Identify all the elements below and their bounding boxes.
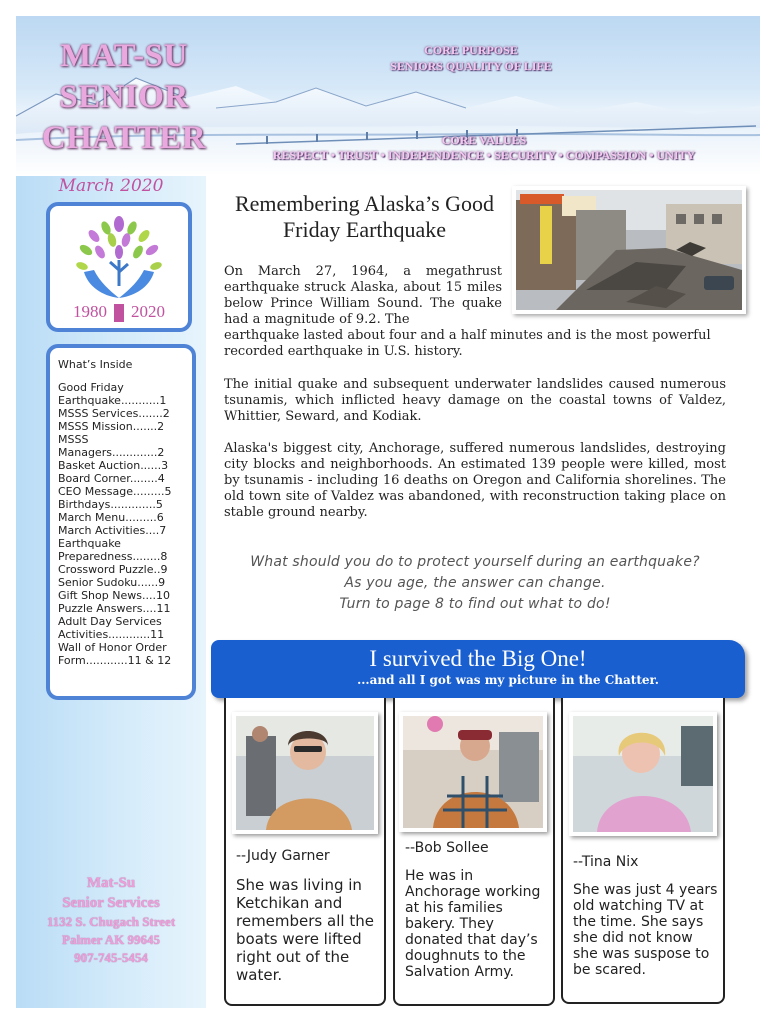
- person-story: She was just 4 years old watching TV at the time. She says she did not know she was suspose to be scared.: [573, 882, 718, 978]
- preparedness-callout: [212, 552, 738, 615]
- year-divider: [114, 304, 124, 322]
- toc-item: Wall of Honor Order Form............11 & 12: [58, 641, 172, 667]
- article-paragraph: The initial quake and subsequent underwater landslides caused numerous tsunamis, which inflicted heavy damage on the coastal towns of Valdez, Whittier, Seward, and Kodiak.: [224, 377, 726, 424]
- person-card: [561, 698, 725, 1004]
- earthquake-photo: [512, 186, 746, 314]
- article-paragraph: On March 27, 1964, a megathrust earthquake struck Alaska, about 15 miles below Prince William Sound. The quake had a magnitude of 9.2. The: [224, 264, 502, 327]
- survived-subtitle: ...and all I got was my picture in the Chatter.: [357, 673, 659, 687]
- masthead-line: SENIOR: [59, 79, 189, 115]
- person-photo-frame: [399, 712, 547, 832]
- callout-line: As you age, the answer can change.: [344, 575, 606, 591]
- core-purpose-text: SENIORS QUALITY OF LIFE: [390, 59, 552, 73]
- toc-item: Birthdays.............5: [58, 498, 163, 511]
- earthquake-damage-image: [516, 190, 742, 310]
- person-photo-frame: [232, 712, 378, 834]
- survived-title: I survived the Big One!: [369, 646, 587, 671]
- contact-block: [16, 873, 206, 967]
- toc-item: Adult Day Services Activities............11: [58, 615, 165, 641]
- masthead-line: CHATTER: [41, 120, 207, 156]
- person-photo: [236, 716, 374, 830]
- toc-item: Gift Shop News....10: [58, 589, 170, 602]
- person-photo: [403, 716, 543, 828]
- core-values: [216, 133, 752, 163]
- article-paragraph: earthquake lasted about four and a half minutes and is the most powerful recorded earthquake in U.S. history.: [224, 328, 711, 359]
- callout-line: What should you do to protect yourself during an earthquake?: [250, 554, 700, 570]
- newsletter-title: [34, 36, 214, 159]
- person-name: --Bob Sollee: [405, 840, 489, 856]
- toc-item: Basket Auction......3: [58, 459, 169, 472]
- toc-item: Board Corner........4: [58, 472, 165, 485]
- person-story: She was living in Ketchikan and remembers all the boats were lifted right out of the water.: [236, 876, 374, 984]
- person-name: --Judy Garner: [236, 848, 330, 864]
- issue-date: March 2020: [58, 176, 164, 196]
- person-photo-frame: [569, 712, 717, 836]
- toc-item: Good Friday Earthquake...........1: [58, 381, 167, 407]
- toc-item: MSSS Mission.......2: [58, 420, 165, 433]
- toc-item: Senior Sudoku......9: [58, 576, 166, 589]
- masthead-banner: [16, 16, 760, 176]
- toc-item: MSSS Services.......2: [58, 407, 170, 420]
- toc-item: MSSS Managers.............2: [58, 433, 165, 459]
- city-address: Palmer AK 99645: [62, 932, 160, 947]
- core-purpose: [356, 42, 586, 74]
- survived-banner: [211, 640, 745, 698]
- end-year: 2020: [131, 301, 165, 321]
- toc-item: Puzzle Answers....11: [58, 602, 171, 615]
- org-name: Mat-Su: [86, 875, 136, 891]
- toc-item: Earthquake Preparedness........8: [58, 537, 168, 563]
- core-values-label: CORE VALUES: [441, 133, 527, 147]
- toc-title: What’s Inside: [58, 358, 133, 371]
- phone-number: 907-745-5454: [74, 950, 148, 965]
- anniversary-years: [50, 302, 188, 322]
- toc-item: CEO Message.........5: [58, 485, 172, 498]
- person-name: --Tina Nix: [573, 854, 639, 870]
- article-paragraph: Alaska's biggest city, Anchorage, suffered numerous landslides, destroying city blocks and neighborhoods. An estimated 139 people were killed, most by tsunamis - including 16 deaths on Oregon and California shorelines. The old town site of Valdez was abandoned, with reconstruction taking place on stable ground nearby.: [224, 441, 726, 520]
- core-purpose-label: CORE PURPOSE: [424, 43, 518, 57]
- tree-hands-icon: [64, 212, 174, 300]
- article-title: Remembering Alaska’s Good Friday Earthquake: [234, 191, 495, 242]
- masthead-line: MAT-SU: [60, 38, 188, 74]
- person-card: [224, 698, 386, 1006]
- table-of-contents: [46, 344, 196, 700]
- callout-line: Turn to page 8 to find out what to do!: [339, 596, 611, 612]
- person-card: [393, 698, 555, 1006]
- anniversary-logo: [46, 202, 192, 332]
- start-year: 1980: [73, 301, 107, 321]
- street-address: 1132 S. Chugach Street: [46, 914, 176, 929]
- toc-item: March Menu.........6: [58, 511, 164, 524]
- person-story: He was in Anchorage working at his families bakery. They donated that day’s doughnuts to the Salvation Army.: [405, 868, 541, 980]
- core-values-text: RESPECT • TRUST • INDEPENDENCE • SECURITY • COMPASSION • UNITY: [272, 148, 696, 162]
- org-name-line2: Senior Services: [62, 895, 160, 911]
- toc-item: Crossword Puzzle..9: [58, 563, 168, 576]
- toc-item: March Activities....7: [58, 524, 167, 537]
- person-photo: [573, 716, 713, 832]
